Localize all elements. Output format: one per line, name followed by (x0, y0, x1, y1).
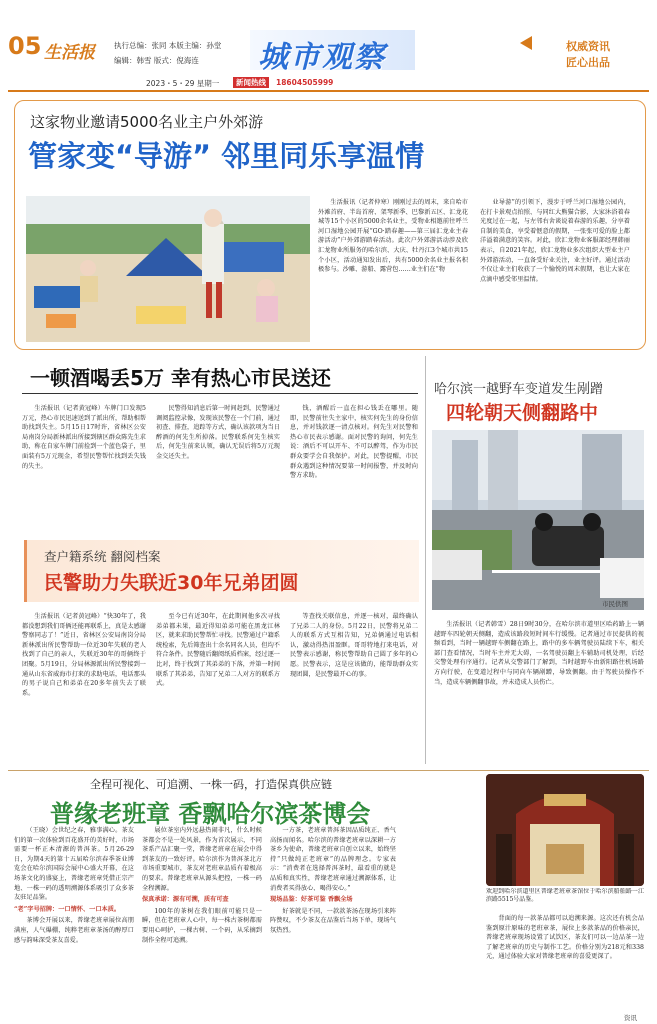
slogan-line-2: 匠心出品 (566, 56, 610, 69)
story4-photo-credit: 市民供图 (602, 600, 628, 608)
story3-headline: 民警助力失联近30年兄弟团圆 (44, 572, 299, 594)
hotline-label: 新闻热线 (233, 77, 269, 88)
story4-headline: 四轮朝天侧翻路中 (446, 402, 599, 424)
story2-divider (22, 393, 418, 394)
story5-column-1: （王晓）会世纪之春，雅事满心。茶友们的第一次体验到百花盛开的美好时，市场需要一杯正本清源的普洱茶。5月26-29日，为期4天的第十五届哈尔滨春季茶业博览会在哈尔滨国际会展中心盛大开幕，在这场茶文化的盛宴上，普缘老班章凭借正宗产地、一株一码的透明溯源体系吸引了众多茶友驻足品鉴。 “老”字号招牌：一口情怀、一口本质。 茶博会开展以来，普缘老班章展位高朋满座，人气爆棚，纯粹老班章茶汤的醇厚口感与韵味深受茶友喜爱。 (14, 827, 134, 944)
story1-photo (26, 196, 310, 342)
story4-kicker: 哈尔滨一越野车变道发生剐蹭 (434, 382, 604, 397)
story5-column-3: 一方茶，老班章普洱茶因品质纯正、香气高扬而闻名。哈尔滨的普缘老班章以深耕一方茶乡为使命，普缘老班章自创立以来，始终坚持“只做纯正老班章”的品牌理念。专家表示：“消费者在选择普洱茶时，最看重的就是品质和真实性，普缘老班章通过溯源体系，让消费者买得放心、喝得安心。” 现场品鉴：好茶可鉴 香飘全场 好茶就是不同，一款款茶汤在现场引来阵阵赞叹，不少茶友在品鉴后当场下单，现场气氛热烈。 (270, 827, 396, 934)
story1-column-1: 生活报讯（记者仲寒）刚刚过去的周末，来自哈市外滩首府、半岛首府、架琴新季、巴黎新五区、汇龙花城等15个小区的5000余名业主，受物业相邀前往呼兰河口湿地公园开展“GO·踏春趣——第三届汇龙业主春游活动”户外郊游踏春活动。此次户外郊游活动涉及欣汇龙物业所服务的哈尔滨、大庆、牡丹江3个城市共15个小区，活动通知发出后，共有5000余名业主报名积极参与。沙雕、游船、露营包……业主们在“物 (318, 199, 468, 274)
story3-column-1: 生活报讯（记者黄冠峰）“快30年了，我都没想到我们哥俩还能再联系上，真是太感谢警察同志了！”近日，省林区公安局南岗分局新林派出所民警帮助一位近30年失联的老人找到了自己的亲人，失联近30年的哥俩终于团聚。5月19日，分局林源派出所民警接到一通从山东省威海市打来的求助电话，电话那头的男子说自己和弟弟在20多年前失去了联系。 (22, 613, 146, 697)
page-number: 05 (8, 32, 42, 60)
section-title: 城市观察 (258, 40, 386, 75)
story5-subhead-3: 现场品鉴：好茶可鉴 香飘全场 (270, 896, 353, 904)
story5-photo (486, 774, 644, 886)
story2-column-1: 生活报讯（记者黄冠峰）车牌门口发现5万元，热心市民迅速送到了派出所，帮助相帮助找到失主。5月15日17时许，省林区公安局南岗分局新林派出所接到辖区群众陈先生求助，称在自家车牌门前捡到一个蓝色袋子，里面装有5万元现金，希望民警帮忙找到丢失钱的失主。 (22, 405, 146, 470)
masthead-divider (8, 90, 649, 92)
credits-line-2: 编辑：韩雪 版式：倪海连 (114, 56, 199, 65)
hotline-number: 18604505999 (276, 78, 334, 87)
story3-column-2: 至今已有近30年，在此期间他多次寻找弟弟都未果，最近得知弟弟可能在黑龙江林区，就来求助民警帮忙寻找。民警通过户籍系统检索，先后筛查出十余名同名人员，但均不符合条件。民警随后翻阅纸质档案，经过逐一比对，终于找到了其弟弟的下落，并第一时间联系了其弟弟，告知了兄弟二人对方的联系方式。 (156, 613, 280, 688)
story5-subhead-1: “老”字号招牌：一口情怀、一口本质。 (14, 905, 121, 913)
story4-photo (432, 430, 644, 610)
column-divider (425, 356, 426, 764)
story1-kicker: 这家物业邀请5000名业主户外郊游 (30, 113, 264, 131)
story4-body: 生活报讯（记者韩雪）28日9时30分，在哈尔滨市道里区哈药路上一辆越野车四轮朝天侧翻，造成该路段短时间车行缓慢。记者通过市民提供的视频看到，当时一辆越野车侧翻在路上，路中的多车辆驾驶员陆续下车，相关部门查看情况，当时车主并无大碍，一名驾驶员翻上车辅助司机处理，后经交警处理有序通行。记者从交警部门了解到，当时越野车由新阳路往机场路方向行驶，在变道过程中与同向车辆剐蹭，导致侧翻。由于驾驶员操作不当，造成车辆侧翻事故，并未造成人员伤亡。 (434, 621, 644, 686)
story1-column-2: 业导游”的引领下，漫步于呼兰河口湿地公园内，在打卡景观点拍照、与同红大熊猫合影，大家沐浴着春光度过在一起，与左邻右舍谈说着春游的乐趣，分享着自制的美食，享受着惬意的假期，一张张可爱的脸上都洋溢着满意的笑容。对此，欣汇龙物业客服部经理韩丽表示，自2021年起，欣汇龙物业多次组织大型业主户外郊游活动，一直备受好业关注，业主好评。通过活动不仅让业主们收获了一个愉悦的周末假期，也让大家在点滴中感受邻里温情。 (480, 199, 630, 283)
story5-footer-tag: 资讯 (624, 1014, 637, 1022)
credits-line-1: 执行总编：张同 本版主编：孙堂 (114, 41, 222, 50)
story5-column-4: 背面的每一款茶品都可以追溯来源。这次还有机会品鉴到原汁原味的老班章茶，展位上多款茶品的价格亲民，普缘老班章现场设置了试饮区，茶友们可以一边品茶一边了解老班章的历史与制作工艺。价格分别为218元和338元，通过体验大家对普缘老班章的喜爱更深了。 (486, 915, 644, 961)
story2-column-2: 民警得知消息后第一时间赶到，民警通过调阅监控录像，发现该民警在一个门前，通过初查、排查，追踪等方式，确认该款项为当日醉酒的何先生所掉落。民警联系何先生核实后，何先生前来认领，确认无误后将5万元现金交还失主。 (156, 405, 280, 460)
story5-photo-caption: 欢迎到哈尔滨道里区普缘老班章茶馆位于哈尔滨船舶路一江滨路5515号品鉴。 (486, 888, 644, 903)
arrow-icon (520, 36, 532, 50)
story5-headline: 普缘老班章 香飘哈尔滨茶博会 (50, 800, 371, 828)
issue-date: 2023・5・29 星期一 (146, 79, 220, 88)
story3-kicker: 查户籍系统 翻阅档案 (44, 549, 161, 564)
slogan-line-1: 权威资讯 (566, 40, 610, 53)
outing-scene-illustration (26, 196, 310, 342)
paper-name: 生活报 (44, 43, 95, 63)
story5-kicker: 全程可视化、可追溯、一株一码，打造保真供应链 (90, 778, 332, 791)
overturned-suv-illustration (432, 430, 644, 610)
story1-headline: 管家变“导游” 邻里同乐享温情 (28, 139, 425, 173)
tea-shop-illustration (486, 774, 644, 886)
story5-subhead-2: 保真承诺：源有可溯，质有可查 (142, 896, 229, 904)
story2-column-3: 钱，酒醒后一直在担心钱丢在哪里。随即，民警前往失主家中，核实何先生的身份信息，并对钱款逐一清点核对。何先生对民警和热心市民表示感谢。面对民警的询问，何先生说：酒后不可以开车、不可以醉驾，作为市民群众要学会自我保护。对此，民警提醒，市民群众遇到这种情况要第一时间报警，并及时向警方求助。 (290, 405, 418, 480)
story5-top-divider (8, 770, 649, 771)
story2-headline: 一顿酒喝丢5万 幸有热心市民送还 (30, 366, 331, 390)
story5-column-2: 展位茶室内外远悬热闹非凡，什么时候茶都会不是一处风景，作为首次展示，不同茶系产品汇聚一堂，普缘老班章在展会中得到茶友的一致好评。哈尔滨作为普洱茶北方市场重要城市，茶友对老班章品质有着极高的要求。普缘老班章从源头把控，一株一码全程溯源。 保真承诺：源有可溯，质有可查 100年的茶树在我们眼前可能只是一瞬，但在老班章人心中，每一株古茶树都需要用心呵护，一棵古树、一个码，从采摘到制作全程可追溯。 (142, 827, 262, 944)
story3-column-3: 等查找关联信息，并逐一核对，最终确认了兄弟二人的身份。5月22日，民警将兄弟二人的联系方式互相告知，兄弟俩通过电话相认，激动得热泪盈眶。哥哥特地打来电话，对民警表示感谢，称民警帮助自己圆了多年的心愿。民警表示，这是应该做的，能帮助群众实现团圆，是民警最开心的事。 (290, 613, 418, 678)
